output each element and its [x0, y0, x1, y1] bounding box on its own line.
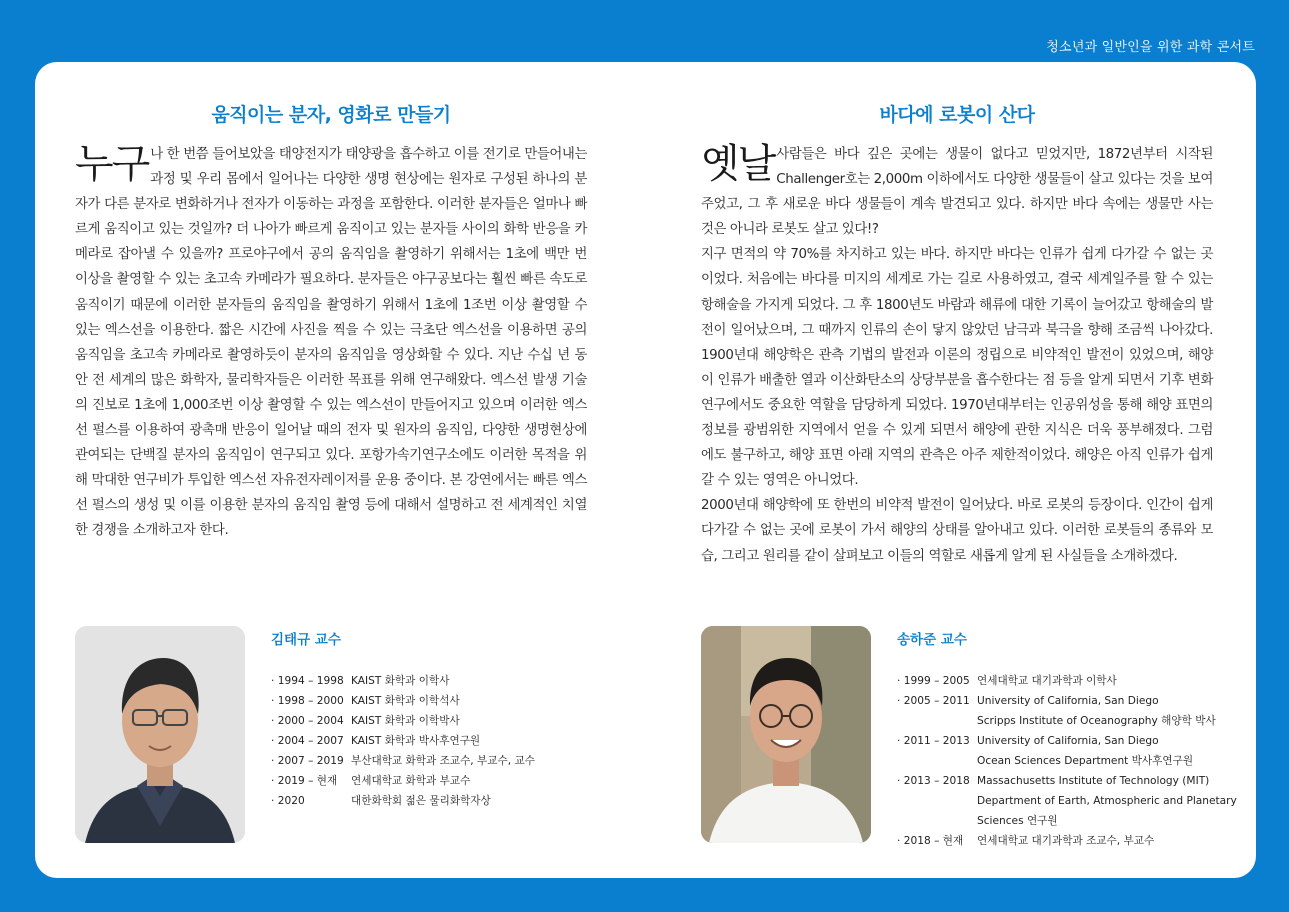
career-item: [271, 751, 611, 771]
career-desc: 연세대학교 화학과 부교수: [351, 775, 471, 787]
left-dropcap: 누구: [75, 141, 149, 187]
career-desc: KAIST 화학과 이학사: [351, 675, 450, 687]
right-article: [701, 62, 1237, 847]
career-item: [271, 791, 611, 811]
career-desc: KAIST 화학과 박사후연구원: [351, 735, 481, 747]
left-profile-info: [271, 626, 611, 811]
career-desc: 연세대학교 대기과학과 이학사: [977, 675, 1117, 687]
career-item: [897, 771, 1237, 831]
right-paragraph: 2000년대 해양학에 또 한번의 비약적 발전이 일어났다. 바로 로봇의 등장이다. 인간이 쉽게 다가갈 수 없는 곳에 로봇이 가서 해양의 상태를 알아내고 있다. 이러한 로봇들의 종류와 모습, 그리고 원리를 같이 살펴보고 이들의 역할로 새롭게 알게 된 사실들을 소개하겠다.: [701, 498, 1213, 564]
left-article-title: 움직이는 분자, 영화로 만들기: [211, 104, 451, 126]
career-item: [897, 671, 1237, 691]
professor-name: 송하준 교수: [897, 632, 967, 648]
career-desc: University of California, San Diego: [977, 695, 1159, 707]
professor-photo: [701, 626, 871, 843]
career-years: · 2018 – 현재: [897, 831, 977, 851]
career-desc: 부산대학교 화학과 조교수, 부교수, 교수: [351, 755, 535, 767]
content-card: [35, 62, 1256, 878]
right-dropcap: 옛날: [701, 141, 775, 187]
career-desc: Ocean Sciences Department 박사후연구원: [977, 755, 1194, 767]
career-years: · 2007 – 2019: [271, 751, 351, 771]
professor-photo: [75, 626, 245, 843]
career-item: [271, 731, 611, 751]
career-years: · 2019 – 현재: [271, 771, 351, 791]
professor-name: 김태규 교수: [271, 632, 341, 648]
career-item: [271, 691, 611, 711]
career-list: [897, 671, 1237, 851]
right-paragraph: 사람들은 바다 깊은 곳에는 생물이 없다고 믿었지만, 1872년부터 시작된 Challenger호는 2,000m 이하에서도 다양한 생물들이 살고 있다는 것을 보여주었고, 그 후 새로운 바다 생물들이 계속 발견되고 있다. 하지만 바다 속에는 생물만 사는 것은 아니라 로봇도 살고 있다!?: [701, 147, 1213, 238]
career-desc: Sciences 연구원: [977, 815, 1058, 827]
career-desc: University of California, San Diego: [977, 735, 1159, 747]
career-years: · 2013 – 2018: [897, 771, 977, 831]
right-paragraph: 지구 면적의 약 70%를 차지하고 있는 바다. 하지만 바다는 인류가 쉽게 다가갈 수 없는 곳이었다. 처음에는 바다를 미지의 세계로 가는 길로 사용하였고, 결국 세계일주를 할 수 있는 항해술을 가지게 되었다. 그 후 1800년도 바람과 해류에 대한 기록이 늘어갔고 항해술의 발전이 일어났으며, 그 때까지 인류의 손이 닿지 않았던 남극과 북극을 향해 조금씩 나아갔다. 1900년대 해양학은 관측 기법의 발전과 이론의 정립으로 비약적인 발전이 있었으며, 해양이 인류가 배출한 열과 이산화탄소의 상당부분을 흡수한다는 점 등을 알게 되면서 기후 변화 연구에서도 중요한 역할을 담당하게 되었다. 1970년대부터는 인공위성을 통해 해양 표면의 정보를 광범위한 지역에서 얻을 수 있게 되면서 해양에 관한 지식은 더욱 풍부해졌다. 그럼에도 불구하고, 해양 표면 아래 지역의 관측은 아주 제한적이었다. 해양은 아직 인류가 쉽게 갈 수 있는 영역은 아니었다.: [701, 247, 1213, 489]
career-desc: Massachusetts Institute of Technology (MIT): [977, 775, 1210, 787]
left-article-body: [75, 142, 587, 544]
career-desc: Department of Earth, Atmospheric and Planetary: [977, 795, 1237, 807]
career-list: [271, 671, 611, 811]
career-years: · 2005 – 2011: [897, 691, 977, 731]
career-years: · 1999 – 2005: [897, 671, 977, 691]
career-desc: KAIST 화학과 이학박사: [351, 715, 460, 727]
career-years: · 1998 – 2000: [271, 691, 351, 711]
right-article-title: 바다에 로봇이 산다: [879, 104, 1035, 126]
career-item: [271, 711, 611, 731]
career-years: · 1994 – 1998: [271, 671, 351, 691]
career-years: · 2000 – 2004: [271, 711, 351, 731]
career-desc: Scripps Institute of Oceanography 해양학 박사: [977, 715, 1216, 727]
career-years: · 2004 – 2007: [271, 731, 351, 751]
left-paragraph: 나 한 번쯤 들어보았을 태양전지가 태양광을 흡수하고 이를 전기로 만들어내는 과정 및 우리 몸에서 일어나는 다양한 생명 현상에는 원자로 구성된 하나의 분자가 다른 분자로 변화하거나 전자가 이동하는 과정을 포함한다. 이러한 분자들은 얼마나 빠르게 움직이고 있는 것일까? 더 나아가 빠르게 움직이고 있는 분자들 사이의 화학 반응을 카메라로 잡아낼 수 있을까? 프로야구에서 공의 움직임을 촬영하기 위해서는 1초에 백만 번 이상을 촬영할 수 있는 초고속 카메라가 필요하다. 분자들은 야구공보다는 훨씬 빠른 속도로 움직이기 때문에 이러한 분자들의 움직임을 촬영하기 위해서 1초에 1조번 이상 촬영할 수 있는 엑스선을 이용한다. 짧은 시간에 사진을 찍을 수 있는 극초단 엑스선을 이용하면 공의 움직임을 초고속 카메라로 촬영하듯이 분자의 움직임을 영상화할 수 있다. 지난 수십 년 동안 전 세계의 많은 화학자, 물리학자들은 이러한 목표를 위해 연구해왔다. 엑스선 발생 기술의 진보로 1초에 1,000조번 이상 촬영할 수 있는 엑스선이 만들어지고 있으며 이러한 엑스선 펄스를 이용하여 광촉매 반응이 일어날 때의 전자 및 원자의 움직임, 다양한 생명현상에 관여되는 단백질 분자의 움직임이 연구되고 있다. 포항가속기연구소에도 이러한 목적을 위해 막대한 연구비가 투입한 엑스선 자유전자레이저를 운용 중이다. 본 강연에서는 빠른 엑스선 펄스의 생성 및 이를 이용한 분자의 움직임 촬영 등에 대해서 설명하고 전 세계적인 치열한 경쟁을 소개하고자 한다.: [75, 147, 587, 539]
career-years: · 2011 – 2013: [897, 731, 977, 771]
career-item: [271, 771, 611, 791]
left-article: [75, 62, 587, 807]
career-desc: KAIST 화학과 이학석사: [351, 695, 460, 707]
career-desc: 연세대학교 대기과학과 조교수, 부교수: [977, 835, 1155, 847]
right-article-body: [701, 142, 1213, 569]
career-years: · 2020: [271, 791, 351, 811]
career-desc: 대한화학회 젊은 물리화학자상: [351, 795, 491, 807]
career-item: [271, 671, 611, 691]
career-item: [897, 731, 1237, 771]
career-item: [897, 831, 1237, 851]
career-item: [897, 691, 1237, 731]
right-profile-info: [897, 626, 1237, 851]
header-tagline: 청소년과 일반인을 위한 과학 콘서트: [1046, 40, 1255, 55]
